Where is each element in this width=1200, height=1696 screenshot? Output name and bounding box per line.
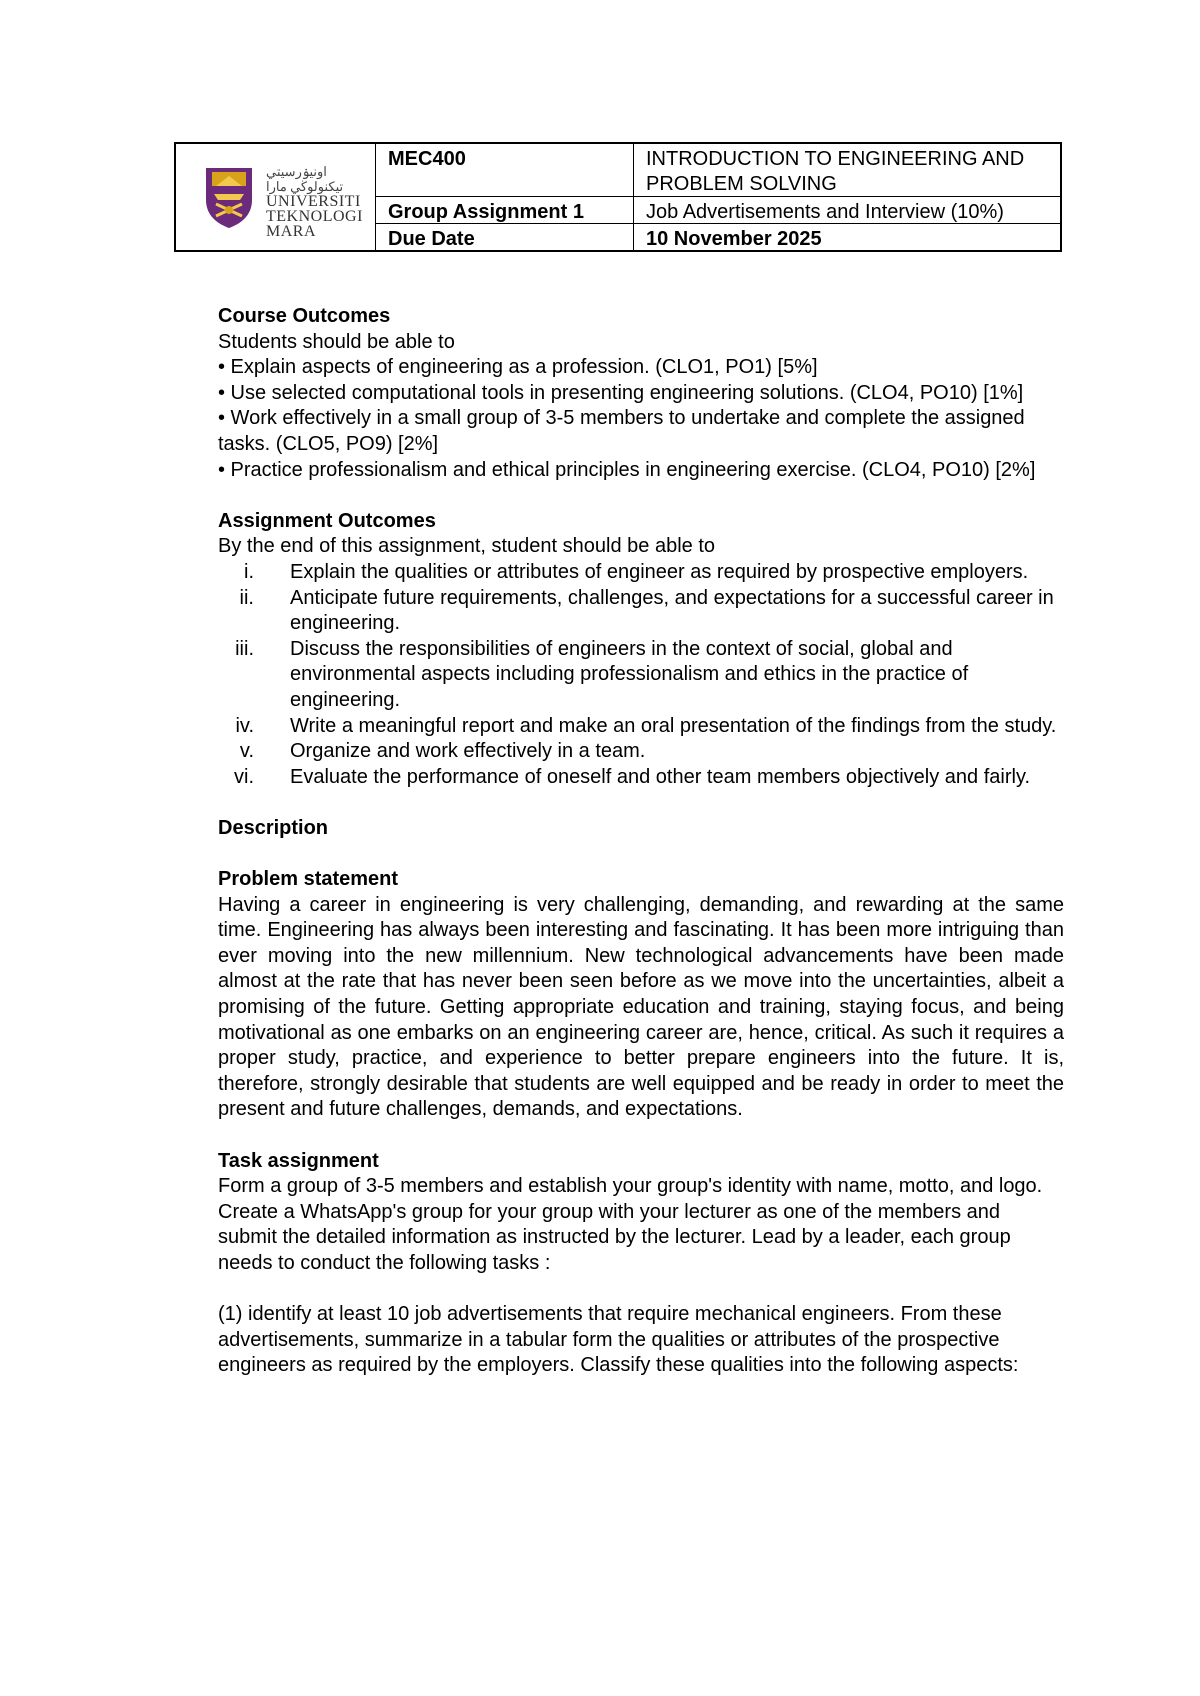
logo-line-3: MARA bbox=[266, 223, 317, 240]
list-item: ii. Anticipate future requirements, challenges, and expectations for a successful career in engineering. bbox=[239, 586, 1054, 635]
assignment-outcomes-list bbox=[218, 560, 1064, 790]
header-row-course bbox=[376, 144, 1060, 197]
logo-cell bbox=[176, 144, 376, 250]
list-item: v. Organize and work effectively in a team. bbox=[239, 740, 646, 763]
header-row-due bbox=[376, 224, 1060, 250]
list-item: i. Explain the qualities or attributes of engineer as required by prospective employers. bbox=[244, 560, 1029, 583]
header-table bbox=[174, 142, 1062, 252]
document-body bbox=[218, 304, 1064, 1379]
task-assignment-text: Form a group of 3-5 members and establish your group's identity with name, motto, and logo. Create a WhatsApp's group for your group with your lecturer as one of the members and submit the detailed information as instructed by the lecturer. Lead by a leader, each group needs to conduct the following tasks : bbox=[218, 1175, 1043, 1274]
assignment-title: Job Advertisements and Interview (10%) bbox=[646, 201, 1004, 223]
assignment-outcomes-intro: By the end of this assignment, student should be able to bbox=[218, 535, 715, 558]
course-outcome-item: • Practice professionalism and ethical principles in engineering exercise. (CLO4, PO10) [2%] bbox=[218, 458, 1036, 481]
header-row-assignment bbox=[376, 197, 1060, 224]
logo-jawi-text: اونيۏرسيتي تيكنولوڬي مارا bbox=[266, 164, 344, 194]
list-item: vi. Evaluate the performance of oneself and other team members objectively and fairly. bbox=[234, 765, 1031, 788]
assignment-outcomes-heading: Assignment Outcomes bbox=[218, 509, 436, 532]
course-title: INTRODUCTION TO ENGINEERING AND PROBLEM SOLVING bbox=[646, 148, 1025, 195]
due-label: Due Date bbox=[376, 224, 634, 250]
uitm-crest-icon bbox=[202, 164, 256, 230]
logo-line-1: UNIVERSITI bbox=[266, 193, 361, 210]
task-1-text: (1) identify at least 10 job advertisements that require mechanical engineers. From these advertisements, summarize in a tabular form the qualities or attributes of the prospective engineers as required by the employers. Classify these qualities into the following aspects: bbox=[218, 1303, 1019, 1377]
assignment-label: Group Assignment 1 bbox=[376, 197, 634, 223]
due-value: 10 November 2025 bbox=[646, 228, 822, 250]
uitm-logo bbox=[202, 164, 363, 240]
list-item: iv. Write a meaningful report and make an oral presentation of the findings from the study. bbox=[235, 714, 1057, 737]
logo-wordmark bbox=[266, 164, 363, 239]
task-assignment-heading: Task assignment bbox=[218, 1149, 379, 1172]
course-code: MEC400 bbox=[376, 144, 634, 196]
list-item: iii. Discuss the responsibilities of engineers in the context of social, global and environmental aspects including professionalism and ethics in the practice of engineering. bbox=[235, 637, 969, 711]
course-outcome-item: • Use selected computational tools in presenting engineering solutions. (CLO4, PO10) [1%] bbox=[218, 381, 1024, 404]
course-outcome-item: • Explain aspects of engineering as a profession. (CLO1, PO1) [5%] bbox=[218, 356, 818, 379]
problem-statement-text: Having a career in engineering is very challenging, demanding, and rewarding at the same time. Engineering has always been interesting and fascinating. It has been more intriguing than ever moving into the new millennium. New technological advancements have been made almost at the rate that has never been seen before as we move into the uncertainties, albeit a promising of the future. Getting appropriate education and training, staying focus, and being motivational as one embarks on an engineering career are, hence, critical. As such it requires a proper study, practice, and experience to better prepare engineers into the future. It is, therefore, strongly desirable that students are well equipped and be ready in order to meet the present and future challenges, demands, and expectations. bbox=[218, 893, 1064, 1121]
course-outcomes-intro: Students should be able to bbox=[218, 330, 455, 353]
problem-statement-heading: Problem statement bbox=[218, 868, 399, 891]
course-outcomes-heading: Course Outcomes bbox=[218, 305, 391, 327]
logo-line-2: TEKNOLOGI bbox=[266, 208, 363, 225]
description-heading: Description bbox=[218, 816, 329, 839]
course-outcome-item: • Work effectively in a small group of 3-5 members to undertake and complete the assigned tasks. (CLO5, PO9) [2%] bbox=[218, 407, 1025, 455]
